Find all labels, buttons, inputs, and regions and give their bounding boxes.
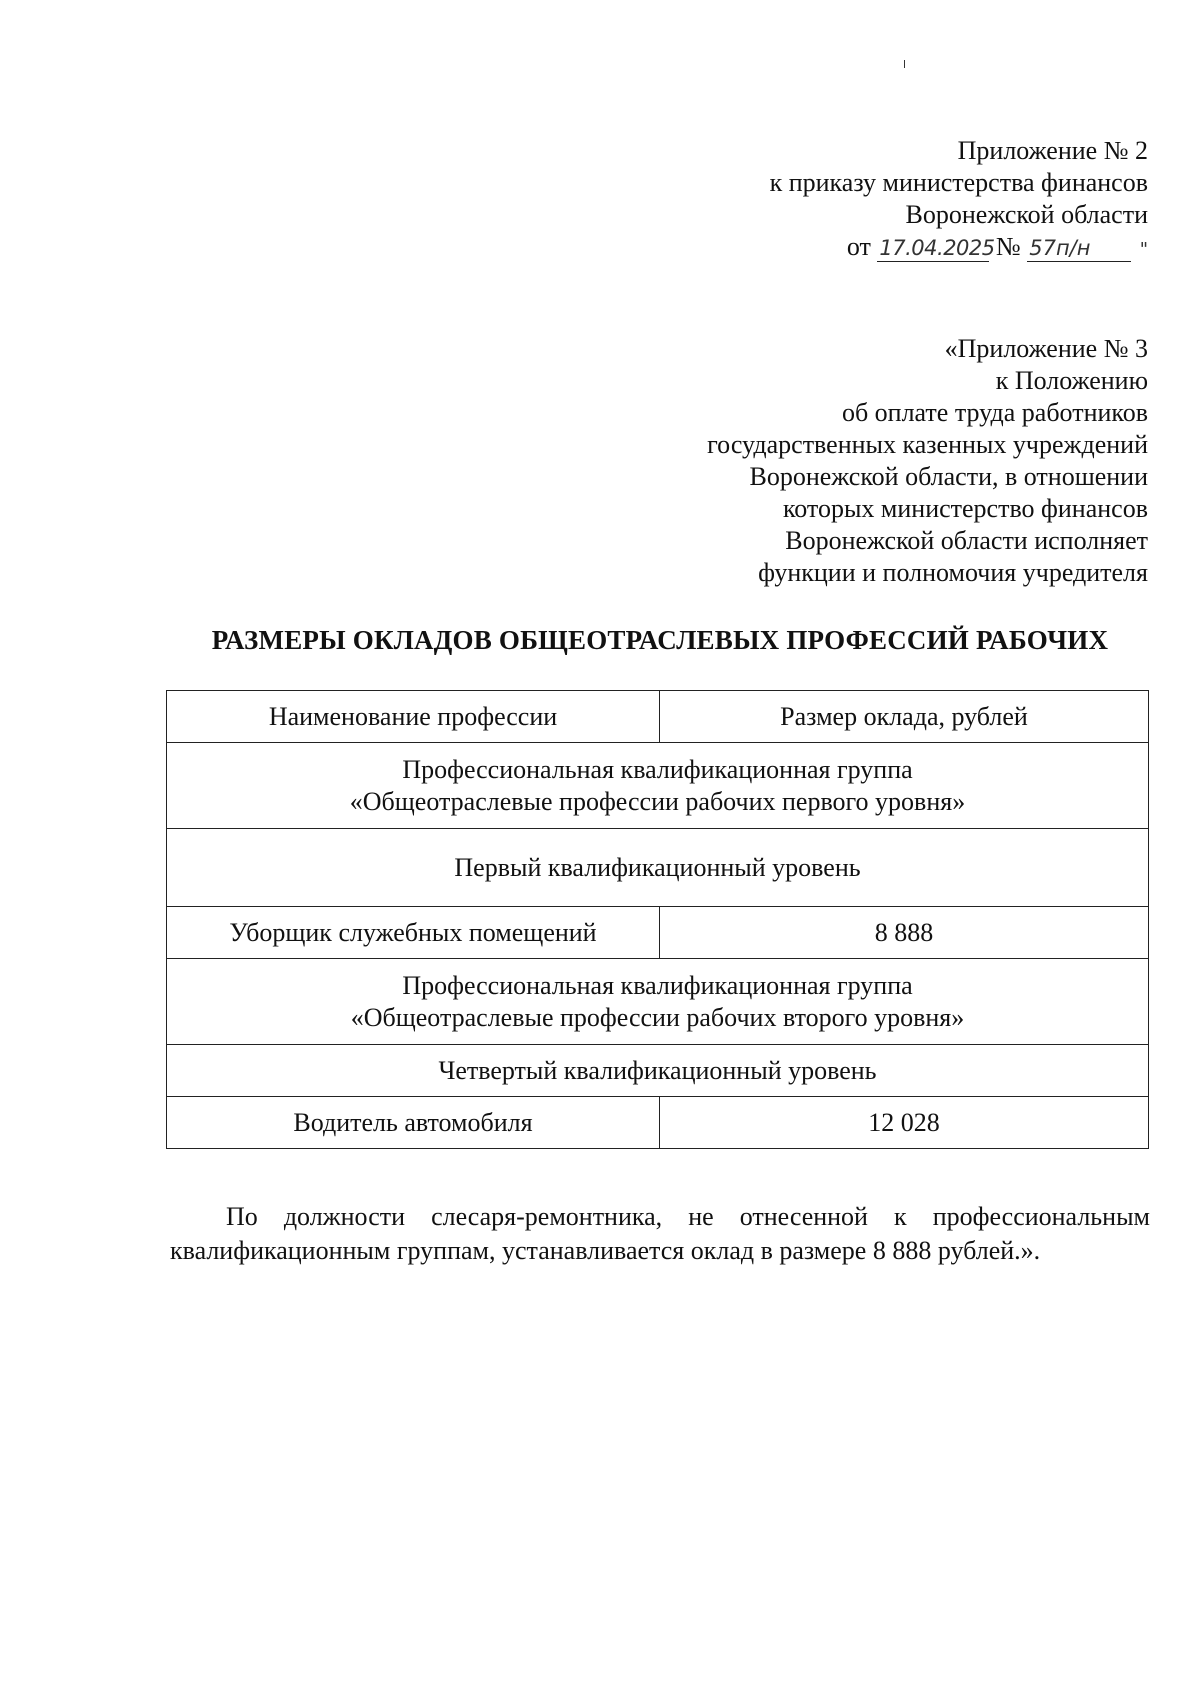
table-level-row <box>167 829 1149 907</box>
handwritten-number: 57п/н <box>1027 235 1131 262</box>
level-first: Первый квалификационный уровень <box>167 829 1149 907</box>
table-group-row <box>167 743 1149 829</box>
footnote-paragraph <box>170 1200 1150 1268</box>
order-reference-block <box>770 135 1148 266</box>
regulation-line: Воронежской области исполняет <box>785 526 1148 555</box>
date-prefix: от <box>846 232 871 261</box>
salary-driver: 12 028 <box>660 1097 1149 1149</box>
group-second-level <box>167 959 1149 1045</box>
table-header-row <box>167 691 1149 743</box>
order-date-number-line <box>770 231 1148 266</box>
handwritten-date: 17.04.2025 <box>879 236 995 260</box>
group-name: «Общеотраслевые профессии рабочих первого уровня» <box>349 786 966 816</box>
regulation-line: Воронежской области, в отношении <box>749 462 1148 491</box>
handwritten-quote-mark: " <box>1139 239 1148 260</box>
salary-cleaner: 8 888 <box>660 907 1149 959</box>
level-fourth: Четвертый квалификационный уровень <box>167 1045 1149 1097</box>
footnote-line: квалификационным группам, устанавливается оклад в размере 8 888 рублей.». <box>170 1236 1041 1265</box>
regulation-line: которых министерство финансов <box>782 494 1148 523</box>
order-appendix-label: Приложение № 2 <box>957 136 1148 165</box>
group-name: «Общеотраслевые профессии рабочих второго уровня» <box>350 1002 965 1032</box>
header-salary: Размер оклада, рублей <box>660 691 1149 743</box>
salary-table <box>166 690 1149 1149</box>
order-region: Воронежской области <box>905 200 1148 229</box>
number-sign: № <box>995 232 1021 261</box>
table-row <box>167 1097 1149 1149</box>
profession-cleaner: Уборщик служебных помещений <box>167 907 660 959</box>
table-level-row <box>167 1045 1149 1097</box>
document-title: РАЗМЕРЫ ОКЛАДОВ ОБЩЕОТРАСЛЕВЫХ ПРОФЕССИЙ РАБОЧИХ <box>211 625 1109 655</box>
regulation-line: «Приложение № 3 <box>944 334 1148 363</box>
order-reference: к приказу министерства финансов <box>769 168 1148 197</box>
regulation-line: государственных казенных учреждений <box>707 430 1148 459</box>
scan-mark <box>904 60 905 68</box>
group-label: Профессиональная квалификационная группа <box>402 754 913 784</box>
footnote-line: По должности слесаря-ремонтника, не отнесенной к профессиональным <box>226 1202 1150 1231</box>
regulation-line: к Положению <box>995 366 1148 395</box>
table-group-row <box>167 959 1149 1045</box>
profession-driver: Водитель автомобиля <box>167 1097 660 1149</box>
header-profession: Наименование профессии <box>167 691 660 743</box>
regulation-line: об оплате труда работников <box>841 398 1148 427</box>
group-first-level <box>167 743 1149 829</box>
group-label: Профессиональная квалификационная группа <box>402 970 913 1000</box>
regulation-line: функции и полномочия учредителя <box>758 558 1148 587</box>
regulation-reference-block <box>707 333 1148 589</box>
table-row <box>167 907 1149 959</box>
